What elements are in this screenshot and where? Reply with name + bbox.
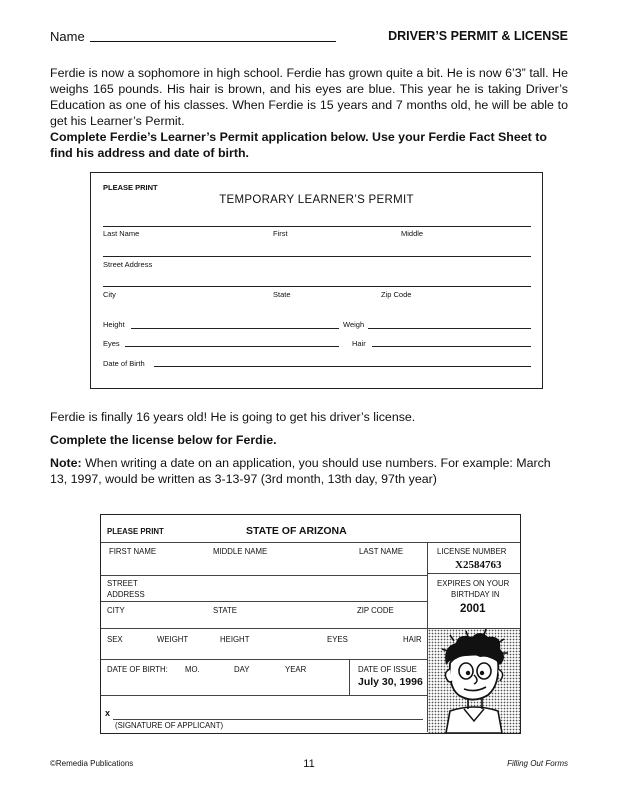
state-label: State [273,290,291,299]
dob-row-rule[interactable] [101,695,427,696]
weight-label: WEIGHT [157,635,189,644]
height-label: Height [103,320,125,329]
copyright-footer: ©Remedia Publications [50,759,134,768]
street-row-rule[interactable] [101,601,427,602]
street-address-line[interactable] [103,256,531,257]
signature-label: (SIGNATURE OF APPLICANT) [115,721,224,730]
address-label: ADDRESS [107,590,145,599]
issue-divider [349,659,350,695]
middle-name-label: MIDDLE NAME [213,547,268,556]
header-rule [101,542,520,543]
zip-code-label: Zip Code [381,290,412,299]
intro-paragraph: Ferdie is now a sophomore in high school. Ferdie has grown quite a bit. He is now 6’3” tall. He weighs 165 pounds. His hair is brown, and his eyes are blue. This year he is taking Driver’s Education as one of his classes. When Ferdie is 15 years and 7 months old, he will be able to get his Learner’s Permit. [50,66,568,128]
eyes-label: Eyes [103,339,120,348]
city-state-zip-line[interactable] [103,286,531,287]
expires-label-2: BIRTHDAY IN [451,590,500,599]
license-intro: Ferdie is finally 16 years old! He is going to get his driver’s license. [50,410,416,424]
please-print-label: PLEASE PRINT [103,183,158,192]
first-name-label: FIRST NAME [109,547,157,556]
zip-code-label: ZIP CODE [357,606,394,615]
license-instruction: Complete the license below for Ferdie. [50,433,277,447]
learners-permit-form [90,172,543,389]
hair-field[interactable] [372,346,531,347]
street-address-label: Street Address [103,260,153,269]
name-field[interactable] [90,41,336,42]
page-title: DRIVER’S PERMIT & LICENSE [388,29,568,43]
city-label: City [103,290,116,299]
page-number: 11 [303,758,315,770]
license-photo [428,629,520,733]
license-number-rule [427,573,520,574]
weight-label: Weigh [343,320,365,329]
expires-year: 2001 [460,603,486,615]
book-title-footer: Filling Out Forms [507,759,568,768]
eyes-field[interactable] [125,346,339,347]
ferdie-portrait-image [428,629,520,733]
physical-row-rule[interactable] [101,659,427,660]
sex-label: SEX [107,635,123,644]
height-field[interactable] [131,328,339,329]
license-number-label: LICENSE NUMBER [437,547,507,556]
dob-label: DATE OF BIRTH: [107,665,168,674]
month-label: MO. [185,665,200,674]
drivers-license-form [100,514,521,734]
signature-x-mark: x [105,708,111,718]
middle-name-label: Middle [401,229,424,238]
signature-line[interactable] [113,719,423,720]
height-label: HEIGHT [220,635,250,644]
state-of-arizona-title: STATE OF ARIZONA [246,525,347,537]
note-label: Note: [50,456,82,470]
dob-label: Date of Birth [103,359,145,368]
permit-title: TEMPORARY LEARNER’S PERMIT [219,194,414,206]
expires-label-1: EXPIRES ON YOUR [437,579,510,588]
dob-field[interactable] [154,366,531,367]
state-label: STATE [213,606,237,615]
hair-label: HAIR [403,635,422,644]
last-name-label: Last Name [103,229,140,238]
day-label: DAY [234,665,250,674]
city-label: CITY [107,606,125,615]
weight-field[interactable] [368,328,531,329]
last-name-label: LAST NAME [359,547,404,556]
year-label: YEAR [285,665,307,674]
street-label: STREET [107,579,138,588]
name-label: Name [50,29,85,44]
permit-instruction: Complete Ferdie’s Learner’s Permit application below. Use your Ferdie Fact Sheet to find his address and date of birth. [50,130,547,160]
hair-label: Hair [352,339,366,348]
note-text: When writing a date on an application, you should use numbers. For example: March 13, 1997, would be written as 3-13-97 (3rd month, 13th day, 97th year) [50,456,551,486]
please-print-label: PLEASE PRINT [107,527,164,536]
license-number: X2584763 [455,559,502,571]
date-of-issue: July 30, 1996 [358,676,423,688]
eyes-label: EYES [327,635,348,644]
name-row-rule[interactable] [101,575,427,576]
first-name-label: First [273,229,288,238]
name-line[interactable] [103,226,531,227]
date-note [50,455,568,487]
date-of-issue-label: DATE OF ISSUE [358,665,417,674]
